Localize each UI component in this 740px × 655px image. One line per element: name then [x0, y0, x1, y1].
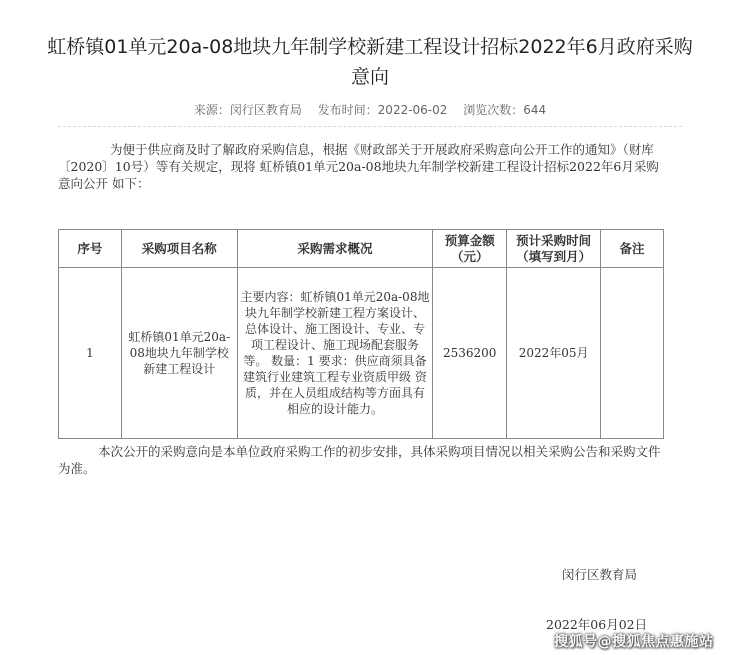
divider [58, 126, 682, 127]
view-count-label: 浏览次数：644 [463, 103, 547, 117]
cell-index: 1 [59, 268, 122, 439]
publish-time-label: 发布时间：2022-06-02 [317, 103, 448, 117]
table-row [59, 268, 664, 439]
header-procurement-time: 预计采购时间（填写到月） [507, 230, 601, 268]
source-label: 来源：闵行区教育局 [193, 103, 302, 117]
issue-date: 2022年06月02日 [546, 617, 648, 632]
intro-paragraph: 为便于供应商及时了解政府采购信息，根据《财政部关于开展政府采购意向公开工作的通知》（财库〔2020〕10号）等有关规定，现将 虹桥镇01单元20a-08地块九年制学校新建工程设计招标2022年6月采购意向公开 如下： [58, 142, 659, 191]
cell-requirements: 主要内容：虹桥镇01单元20a-08地块九年制学校新建工程方案设计、总体设计、施工图设计、专业、专项工程设计、施工现场配套服务等。 数量：1 要求：供应商须具备建筑行业建筑工程专业资质甲级 资质，并在人员组成结构等方面具有相应的设计能力。 [237, 268, 433, 439]
header-requirements: 采购需求概况 [237, 230, 433, 268]
cell-budget: 2536200 [433, 268, 507, 439]
issuer-signature: 闵行区教育局 [562, 567, 638, 582]
cell-remark [601, 268, 664, 439]
header-index: 序号 [59, 230, 122, 268]
table-header-row [59, 230, 664, 268]
closing-paragraph: 本次公开的采购意向是本单位政府采购工作的初步安排，具体采购项目情况以相关采购公告和采购文件为准。 [58, 444, 661, 476]
header-budget: 预算金额（元） [433, 230, 507, 268]
cell-project-name: 虹桥镇01单元20a-08地块九年制学校新建工程设计 [121, 268, 237, 439]
page-title: 虹桥镇01单元20a-08地块九年制学校新建工程设计招标2022年6月政府采购意向 [47, 36, 693, 88]
header-project-name: 采购项目名称 [121, 230, 237, 268]
cell-procurement-time: 2022年05月 [507, 268, 601, 439]
header-remark: 备注 [601, 230, 664, 268]
article-meta [0, 101, 740, 118]
watermark: 搜狐号@搜狐焦点惠施站 [554, 634, 714, 650]
procurement-table [58, 229, 664, 439]
